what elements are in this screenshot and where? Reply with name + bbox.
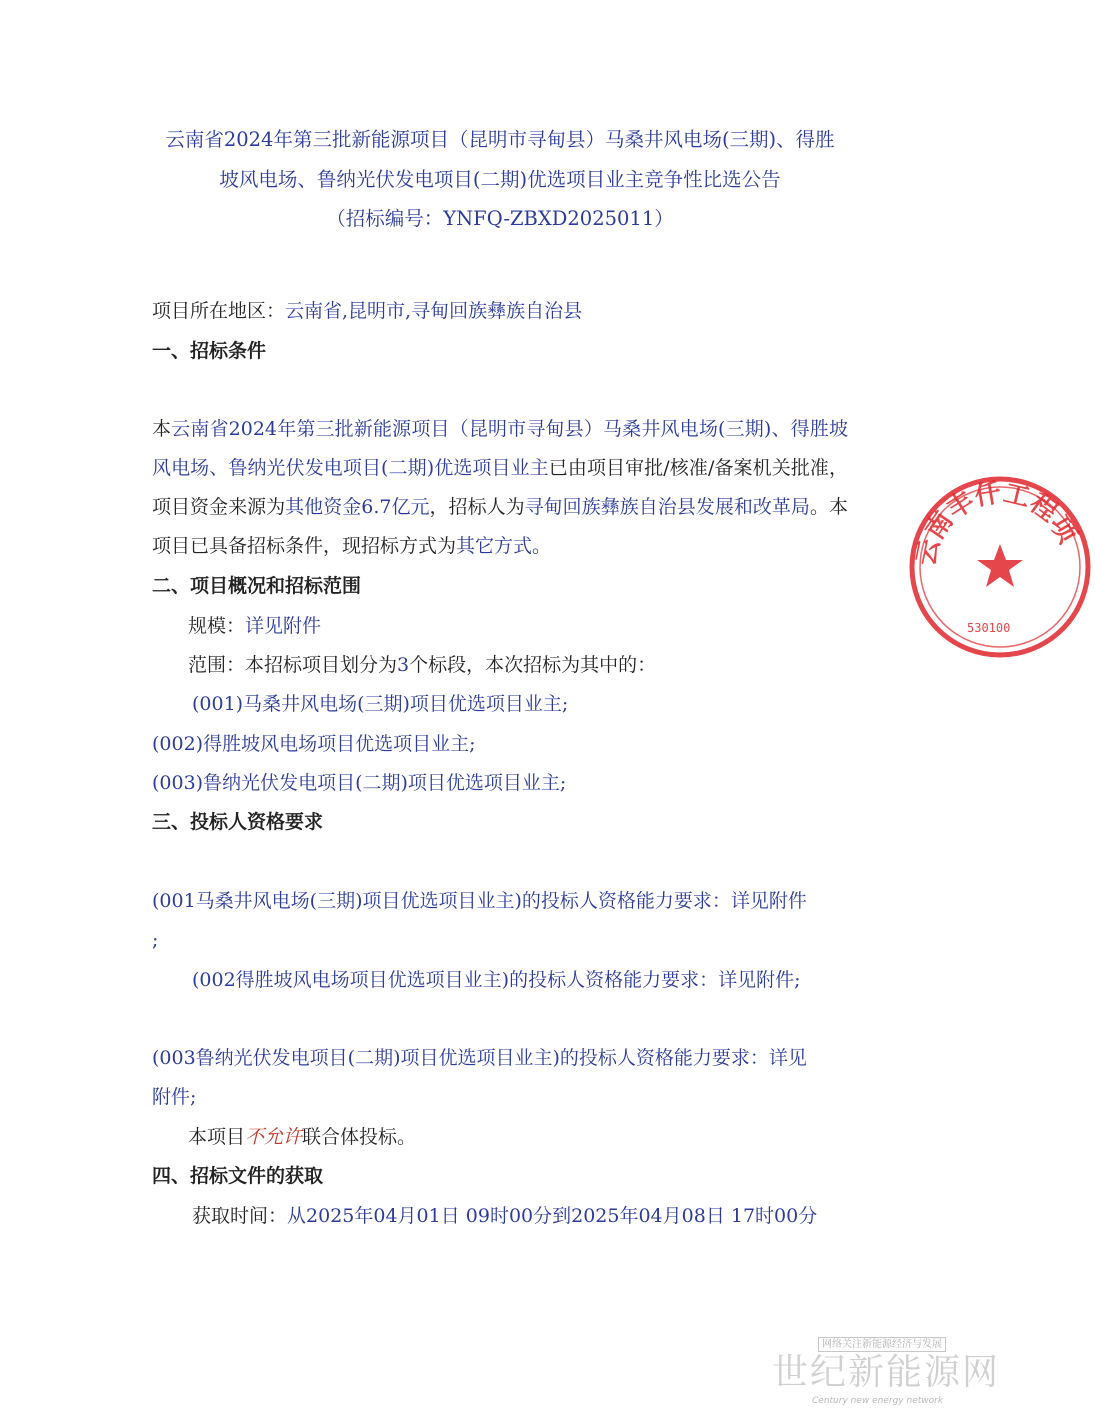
scale-line bbox=[188, 613, 321, 639]
consortium-line bbox=[188, 1124, 416, 1150]
consortium-text: 联合体投标。 bbox=[302, 1126, 417, 1148]
bid-number: （招标编号：YNFQ-ZBXD2025011） bbox=[326, 207, 674, 230]
title-line-2: 坡风电场、鲁纳光伏发电项目(二期)优选项目业主竞争性比选公告 bbox=[219, 168, 781, 191]
tenderer-name: 寻甸回族彝族自治县发展和改革局 bbox=[524, 496, 810, 518]
requirement-2: (002得胜坡风电场项目优选项目业主)的投标人资格能力要求：详见附件; bbox=[192, 969, 801, 991]
section-4-heading: 四、招标文件的获取 bbox=[152, 1165, 324, 1187]
range-text: 范围：本招标项目划分为 bbox=[188, 654, 398, 676]
tender-method: 其它方式 bbox=[456, 535, 533, 557]
range-text: 个标段，本次招标为其中的： bbox=[409, 654, 657, 676]
star-icon bbox=[977, 544, 1023, 587]
section-3-heading: 三、投标人资格要求 bbox=[152, 811, 324, 833]
section-1-heading: 一、招标条件 bbox=[152, 340, 267, 362]
project-name: 云南省2024年第三批新能源项目（昆明市寻甸县）马桑井风电场(三期)、得胜坡风电场、鲁纳光伏发电项目(二期)优选项目业主 bbox=[152, 418, 848, 479]
region-value: 云南省,昆明市,寻甸回族彝族自治县 bbox=[285, 300, 583, 322]
region-label: 项目所在地区： bbox=[152, 300, 286, 322]
scale-value: 详见附件 bbox=[245, 615, 322, 637]
lot-1: (001)马桑井风电场(三期)项目优选项目业主; bbox=[192, 693, 569, 715]
scale-label: 规模： bbox=[188, 615, 246, 637]
requirement-1-cont: ; bbox=[152, 929, 159, 951]
watermark-logo: 世纪新能源网 bbox=[772, 1352, 1001, 1393]
requirement-3-cont: 附件; bbox=[152, 1086, 197, 1108]
title-line-1: 云南省2024年第三批新能源项目（昆明市寻甸县）马桑井风电场(三期)、得胜 bbox=[165, 128, 835, 151]
acquisition-time bbox=[192, 1203, 817, 1229]
requirement-3: (003鲁纳光伏发电项目(二期)项目优选项目业主)的投标人资格能力要求：详见 bbox=[152, 1047, 807, 1069]
para-text: 已由项目审批/核准/备案机关批准，项目资金来源为 bbox=[152, 457, 848, 518]
para-text: ，招标人为 bbox=[429, 496, 525, 518]
section-1-paragraph bbox=[152, 410, 848, 566]
lot-2: (002)得胜坡风电场项目优选项目业主; bbox=[152, 733, 476, 755]
time-label: 获取时间： bbox=[192, 1205, 288, 1227]
lot-count: 3 bbox=[397, 654, 410, 676]
lot-3: (003)鲁纳光伏发电项目(二期)项目优选项目业主; bbox=[152, 772, 567, 794]
para-text: 本 bbox=[152, 418, 172, 440]
para-text: 。本项目已具备招标条件，现招标方式为 bbox=[152, 496, 848, 557]
para-text: 。 bbox=[532, 535, 552, 557]
section-2-heading: 二、项目概况和招标范围 bbox=[152, 575, 362, 597]
seal-number: 530100 bbox=[967, 621, 1011, 635]
range-line bbox=[188, 652, 656, 678]
company-seal bbox=[905, 472, 1095, 662]
seal-text: 云南丰仟工程项 bbox=[911, 478, 1083, 569]
requirement-1: (001马桑井风电场(三期)项目优选项目业主)的投标人资格能力要求：详见附件 bbox=[152, 890, 807, 912]
funding-source: 其他资金6.7亿元 bbox=[285, 496, 430, 518]
time-value: 从2025年04月01日 09时00分到2025年04月08日 17时00分 bbox=[287, 1205, 818, 1227]
consortium-status: 不允许 bbox=[245, 1126, 303, 1148]
consortium-text: 本项目 bbox=[188, 1126, 246, 1148]
watermark-english: Century new energy network bbox=[812, 1396, 944, 1406]
project-region bbox=[152, 298, 582, 324]
watermark-tagline: 网络关注新能源经济与发展 bbox=[818, 1337, 946, 1352]
